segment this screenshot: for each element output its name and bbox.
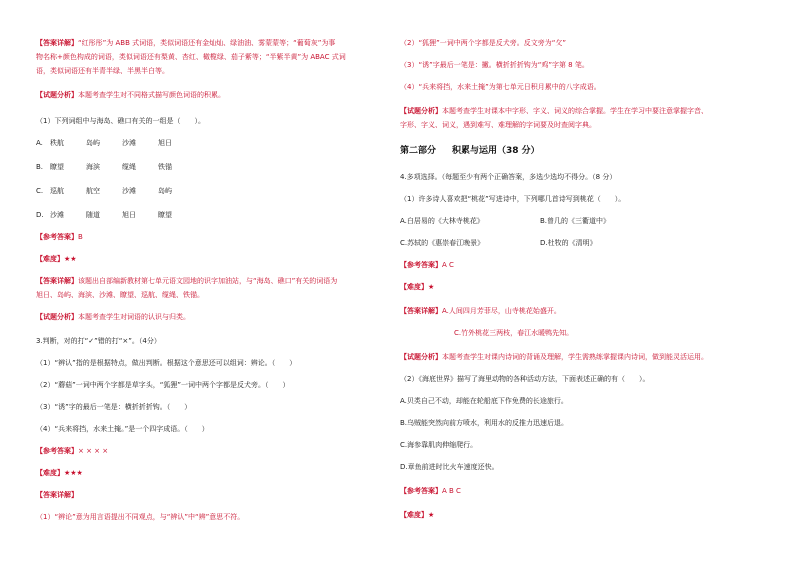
difficulty-label: 【难度】 xyxy=(36,255,64,263)
option-letter: A. xyxy=(36,139,43,147)
option-word: 随道 xyxy=(86,211,100,219)
option-word: 巡航 xyxy=(50,187,64,195)
answer-value: × × × × xyxy=(78,447,109,455)
question-4-2-stem: （2）《海底世界》描写了海里动物的各种活动方法，下面表述正确的有（ ）。 xyxy=(400,375,650,383)
option-word: 沙滩 xyxy=(122,139,136,147)
difficulty-stars: ★★★ xyxy=(64,469,83,477)
answer-value: A C xyxy=(442,261,454,269)
option-c: C.海参靠肌肉伸缩爬行。 xyxy=(400,441,478,449)
analysis-q1 xyxy=(36,312,190,322)
answer-detail-1 xyxy=(36,38,335,48)
answer-detail-3-item-1: （1）“辨论”意为用言语提出不同观点，与“辨认”中“辨”意思不符。 xyxy=(36,513,245,521)
analysis-1 xyxy=(36,90,225,100)
answer-detail-q1-line-2: 旭日、岛屿、海滨、沙滩、瞭望、巡航、缆绳、铁锚。 xyxy=(36,291,204,299)
option-word: 秩航 xyxy=(50,139,64,147)
answer-value: A B C xyxy=(442,487,461,495)
difficulty-stars: ★ xyxy=(428,511,435,519)
answer-value: B xyxy=(78,233,83,241)
option-d xyxy=(36,210,194,220)
option-word: 岛屿 xyxy=(158,187,172,195)
answer-detail-label: 【答案详解】 xyxy=(36,277,78,285)
judge-item-2: （2）“蘑菇”一词中两个字都是草字头，“狐狸”一词中两个字都是反犬旁。（ ） xyxy=(36,381,290,389)
answer-label: 【参考答案】 xyxy=(400,487,442,495)
question-4-stem: 4.多项选择。（每题至少有两个正确答案，多选少选均不得分。（8 分） xyxy=(400,173,617,181)
answer-detail-3-item-4: （4）“兵来将挡，水来土掩”为第七单元日积月累中的八字成语。 xyxy=(400,83,601,91)
answer-detail-label: 【答案详解】 xyxy=(36,39,78,47)
question-4-1-stem: （1）许多诗人喜欢把“桃花”写进诗中，下列哪几首诗写到桃花（ ）。 xyxy=(400,195,626,203)
answer-detail-line: A.人间四月芳菲尽，山寺桃花始盛开。 xyxy=(442,307,561,315)
difficulty-1 xyxy=(36,254,77,264)
answer-detail-4-1 xyxy=(400,306,561,316)
option-a: A.白居易的《大林寺桃花》 xyxy=(400,217,484,225)
option-b: B.乌贼能突然向前方喷水，利用水的反推力迅速后退。 xyxy=(400,419,569,427)
answer-1 xyxy=(36,232,83,242)
judge-item-4: （4）“兵来将挡，水来土掩。”是一个四字成语。（ ） xyxy=(36,425,209,433)
section-title: 第二部分 xyxy=(400,146,437,156)
answer-label: 【参考答案】 xyxy=(36,233,78,241)
difficulty-stars: ★★ xyxy=(64,255,77,263)
difficulty-label: 【难度】 xyxy=(400,511,428,519)
option-a xyxy=(36,138,194,148)
answer-detail-label: 【答案详解】 xyxy=(400,307,442,315)
answer-detail-line: “红彤彤”为 ABB 式词语，类似词语还有金灿灿、绿油油、雾蒙蒙等；“葡萄灰”为事 xyxy=(78,39,336,47)
analysis-4-1 xyxy=(400,352,708,362)
option-c: C.苏轼的《惠崇春江晚景》 xyxy=(400,239,485,247)
option-d: D.杜牧的《清明》 xyxy=(540,239,597,247)
section-heading xyxy=(400,146,540,156)
option-word: 瞭望 xyxy=(50,163,64,171)
option-d: D.章鱼前进时比火车速度还快。 xyxy=(400,463,499,471)
answer-label: 【参考答案】 xyxy=(400,261,442,269)
difficulty-label: 【难度】 xyxy=(36,469,64,477)
section-name: 积累与运用（38 分） xyxy=(452,146,540,156)
answer-detail-line: 该题出自部编新教材第七单元语文园地的识字加油站，与“海岛、礁口”有关的词语为 xyxy=(78,277,338,285)
option-b xyxy=(36,162,194,172)
analysis-label: 【试题分析】 xyxy=(36,91,78,99)
analysis-3 xyxy=(400,106,708,116)
difficulty-4-2 xyxy=(400,510,434,520)
option-c xyxy=(36,186,194,196)
difficulty-4-1 xyxy=(400,282,434,292)
judge-item-3: （3）“诱”字的最后一笔是：横折折折钩。（ ） xyxy=(36,403,192,411)
analysis-label: 【试题分析】 xyxy=(400,353,442,361)
answer-label: 【参考答案】 xyxy=(36,447,78,455)
mc-row-2 xyxy=(400,238,597,248)
analysis-text: 本题考查学生对课内诗词的背诵及理解，学生需熟练掌握课内诗词，做到能灵活运用。 xyxy=(442,353,708,361)
analysis-text: 本题考查学生对词语的认识与归类。 xyxy=(78,313,190,321)
option-letter: C. xyxy=(36,187,44,195)
question-3-stem: 3.判断，对的打“✓”错的打“×”。（4分） xyxy=(36,337,161,345)
difficulty-label: 【难度】 xyxy=(400,283,428,291)
option-word: 海滨 xyxy=(86,163,100,171)
mc-row-1 xyxy=(400,216,610,226)
option-letter: D. xyxy=(36,211,44,219)
question-1-stem: （1）下列词组中与海岛、礁口有关的一组是（ ）。 xyxy=(36,117,205,125)
option-word: 航空 xyxy=(86,187,100,195)
option-b: B.曾几的《三衢道中》 xyxy=(540,217,611,225)
option-word: 铁锚 xyxy=(158,163,172,171)
option-word: 瞭望 xyxy=(158,211,172,219)
analysis-label: 【试题分析】 xyxy=(36,313,78,321)
option-word: 沙滩 xyxy=(122,187,136,195)
answer-detail-line-3: 语，类似词语还有半青半绿、半黑半白等。 xyxy=(36,67,169,75)
answer-3 xyxy=(36,446,108,456)
option-word: 沙滩 xyxy=(50,211,64,219)
answer-detail-3-label: 【答案详解】 xyxy=(36,491,78,499)
option-word: 缆绳 xyxy=(122,163,136,171)
difficulty-stars: ★ xyxy=(428,283,435,291)
difficulty-3 xyxy=(36,468,83,478)
option-letter: B. xyxy=(36,163,44,171)
answer-4-1 xyxy=(400,260,454,270)
answer-detail-q1 xyxy=(36,276,337,286)
option-word: 旭日 xyxy=(122,211,136,219)
judge-item-1: （1）“辨认”指的是根据特点，做出判断。根据这个意思还可以组词：辨论。（ ） xyxy=(36,359,297,367)
analysis-text: 本题考查学生对课本中字形、字义、词义的综合掌握。学生在学习中要注意掌握字音、 xyxy=(442,107,708,115)
answer-detail-3-item-3: （3）“诱”字最后一笔是：撇。横折折折钩为“鸡”字第 8 笔。 xyxy=(400,61,589,69)
answer-detail-line-2: 物名称+颜色构成的词语，类似词语还有梨黄、杏红、橄榄绿、茄子紫等；“半紫半黄”为 ABAC 式词 xyxy=(36,53,346,61)
analysis-3-line-2: 字形、字义、词义，遇到难写、难理解的字词要及时查阅字典。 xyxy=(400,121,596,129)
analysis-text: 本题考查学生对不同格式描写颜色词语的积累。 xyxy=(78,91,225,99)
option-word: 旭日 xyxy=(158,139,172,147)
answer-4-2 xyxy=(400,486,461,496)
option-a: A.贝类自己不动，却能在轮船底下作免费的长途旅行。 xyxy=(400,397,568,405)
option-word: 岛屿 xyxy=(86,139,100,147)
answer-detail-4-1-line-2: C.竹外桃花三两枝，春江水暖鸭先知。 xyxy=(454,329,574,337)
analysis-label: 【试题分析】 xyxy=(400,107,442,115)
answer-detail-3-item-2: （2）“狐狸”一词中两个字都是反犬旁。反文旁为“攵” xyxy=(400,39,566,47)
